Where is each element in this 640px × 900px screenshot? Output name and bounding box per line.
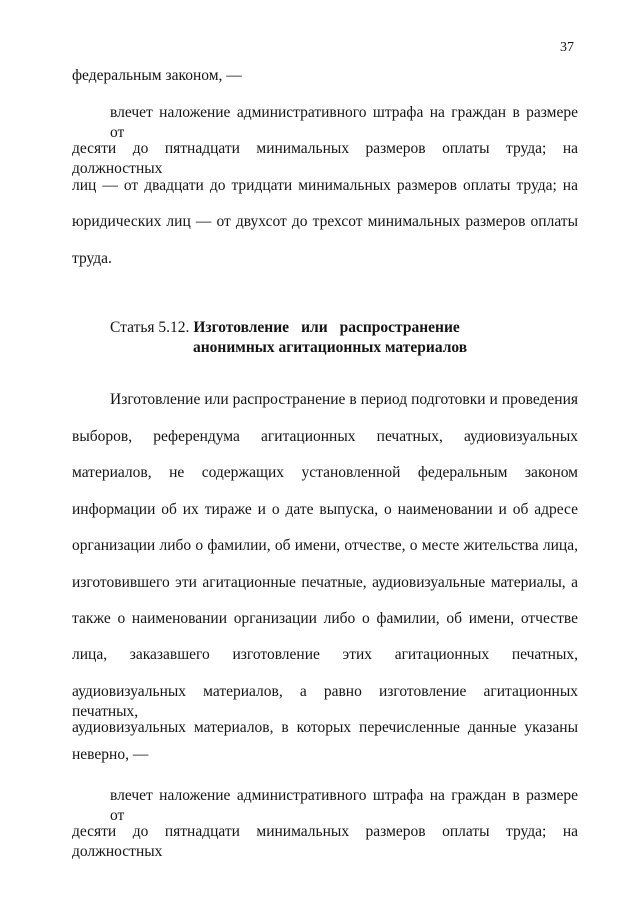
article-title-line2: анонимных агитационных материалов: [193, 339, 468, 356]
text-line: материалов, не содержащих установленной федеральным законом: [72, 464, 578, 481]
text-line: аудиовизуальных материалов, в которых перечисленные данные указаны: [72, 719, 578, 736]
text-line: влечет наложение административного штрафа на граждан в размере от: [110, 104, 578, 141]
text-line: Изготовление или распространение в период подготовки и проведения: [110, 391, 578, 408]
text-line: труда.: [72, 250, 112, 267]
article-title-word: Изготовление: [193, 319, 290, 336]
text-line: десяти до пятнадцати минимальных размеров оплаты труда; на должностных: [72, 140, 578, 177]
article-title-word: или: [301, 319, 328, 336]
text-line: аудиовизуальных материалов, а равно изготовление агитационных печатных,: [72, 683, 578, 720]
article-heading-line2: [193, 338, 467, 358]
text-line: также о наименовании организации либо о фамилии, об имени, отчестве: [72, 610, 578, 627]
text-line: влечет наложение административного штрафа на граждан в размере от: [110, 787, 578, 824]
article-heading-line1: [110, 318, 460, 338]
text-line: информации об их тираже и о дате выпуска, о наименовании и об адресе: [72, 501, 578, 518]
text-line: изготовившего эти агитационные печатные, аудиовизуальные материалы, а: [72, 574, 578, 591]
text-line: выборов, референдума агитационных печатных, аудиовизуальных: [72, 428, 578, 445]
article-title-word: распространение: [339, 319, 460, 336]
text-line: организации либо о фамилии, об имени, отчестве, о месте жительства лица,: [72, 537, 578, 554]
text-line: юридических лиц — от двухсот до трехсот минимальных размеров оплаты: [72, 213, 578, 230]
text-line: десяти до пятнадцати минимальных размеров оплаты труда; на должностных: [72, 823, 578, 860]
text-line: неверно, —: [72, 746, 149, 763]
text-line: федеральным законом, —: [72, 67, 242, 84]
article-prefix: Статья 5.12.: [110, 319, 190, 336]
page-number: 37: [560, 40, 574, 55]
text-line: лица, заказавшего изготовление этих агитационных печатных,: [72, 646, 578, 663]
text-line: лиц — от двадцати до тридцати минимальных размеров оплаты труда; на: [72, 177, 578, 194]
